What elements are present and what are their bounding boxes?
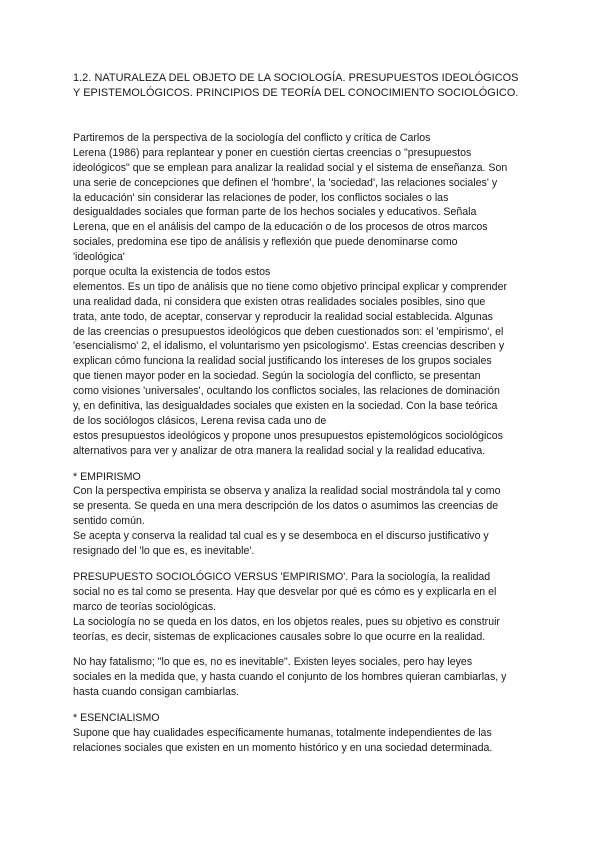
text-line: explican cómo funciona la realidad social justificando los intereses de los grupos sociales [73, 355, 492, 368]
text-line: que tienen mayor poder en la sociedad. Según la sociología del conflicto, se presentan [73, 370, 481, 383]
esencialismo-section [73, 711, 543, 756]
text-line: de los sociólogos clásicos, Lerena revisa cada uno de [73, 414, 327, 427]
text-line: marco de teorías sociológicas. [73, 600, 217, 613]
text-line: de las creencias o presupuestos ideológicos que deben cuestionados son: el 'empirismo', el [73, 325, 504, 338]
text-line: 'esencialismo' 2, el idalismo, el voluntarismo yen psicologismo'. Estas creencias describen y [73, 340, 505, 353]
text-line: Supone que hay cualidades específicamente humanas, totalmente independientes de las [73, 726, 492, 739]
text-line: sociales en la medida que, y hasta cuando el conjunto de los hombres quieran cambiarlas, y [73, 671, 507, 684]
text-line: trata, ante todo, de aceptar, conservar y reproducir la realidad social establecida. Algunas [73, 310, 493, 323]
empirismo-section [73, 470, 543, 559]
text-line: elementos. Es un tipo de análisis que no tiene como objetivo principal explicar y comprender [73, 280, 507, 293]
text-line: Se acepta y conserva la realidad tal cual es y se desemboca en el discurso justificativo y [73, 530, 489, 543]
text-line: Con la perspectiva empirista se observa y analiza la realidad social mostrándola tal y como [73, 485, 501, 498]
text-line: Lerena (1986) para replantear y poner en cuestión ciertas creencias o "presupuestos [73, 146, 472, 159]
text-line: desigualdades sociales que forman parte de los hechos sociales y educativos. Señala [73, 206, 477, 219]
text-line: No hay fatalismo; "lo que es, no es inevitable". Existen leyes sociales, pero hay leyes [73, 656, 473, 669]
text-line: hasta cuando consigan cambiarlas. [73, 686, 240, 699]
text-line: estos presupuestos ideológicos y propone unos presupuestos epistemológicos sociológicos [73, 429, 503, 442]
text-line: una realidad dada, ni considera que existen otras realidades sociales posibles, sino que [73, 295, 486, 308]
title-line: Y EPISTEMOLÓGICOS. PRINCIPIOS DE TEORÍA DEL CONOCIMIENTO SOCIOLÓGICO. [73, 87, 519, 99]
document-body [73, 131, 543, 756]
text-line: como visiones 'universales', ocultando los conflictos sociales, las relaciones de dominación [73, 385, 500, 398]
text-line: la educación' sin considerar las relaciones de poder, los conflictos sociales o las [73, 191, 449, 204]
text-line: La sociología no se queda en los datos, en los objetos reales, pues su objetivo es construir [73, 615, 500, 628]
text-line: una serie de concepciones que definen el 'hombre', la 'sociedad', las relaciones sociales' y [73, 176, 498, 189]
text-line: social no es tal como se presenta. Hay que desvelar por qué es cómo es y explicarla en el [73, 585, 497, 598]
text-line: PRESUPUESTO SOCIOLÓGICO VERSUS 'EMPIRISMO'. Para la sociología, la realidad [73, 570, 491, 583]
text-line: 'ideológica' [73, 251, 125, 264]
text-line: se presenta. Se queda en una mera descripción de los datos o asumimos las creencias de [73, 500, 499, 513]
text-line: relaciones sociales que existen en un momento histórico y en una sociedad determinada. [73, 741, 493, 754]
text-line: Partiremos de la perspectiva de la sociología del conflicto y crítica de Carlos [73, 132, 431, 144]
text-line: alternativos para ver y analizar de otra manera la realidad social y la realidad educativa. [73, 444, 486, 457]
section-title [73, 71, 543, 101]
text-line: porque oculta la existencia de todos estos [73, 266, 271, 279]
text-line: sentido común. [73, 515, 145, 528]
section-heading: * EMPIRISMO [73, 470, 141, 483]
title-line: 1.2. NATURALEZA DEL OBJETO DE LA SOCIOLOGÍA. PRESUPUESTOS IDEOLÓGICOS [73, 72, 519, 84]
text-line: y, en definitiva, las desigualdades sociales que existen en la sociedad. Con la base teórica [73, 400, 498, 413]
section-heading: * ESENCIALISMO [73, 712, 160, 725]
presupuesto-sociologico-section [73, 570, 543, 644]
text-line: sociales, predomina ese tipo de análisis y reflexión que puede denominarse como [73, 236, 458, 249]
text-line: resignado del 'lo que es, es inevitable'. [73, 545, 255, 558]
text-line: ideológicos" que se emplean para analizar la realidad social y el sistema de enseñanza. Son [73, 161, 508, 174]
fatalismo-paragraph [73, 655, 543, 700]
text-line: Lerena, que en el análisis del campo de la educación o de los procesos de otros marcos [73, 221, 488, 234]
text-line: teorías, es decir, sistemas de explicaciones causales sobre lo que ocurre en la realidad. [73, 630, 486, 643]
intro-paragraph [73, 131, 543, 459]
